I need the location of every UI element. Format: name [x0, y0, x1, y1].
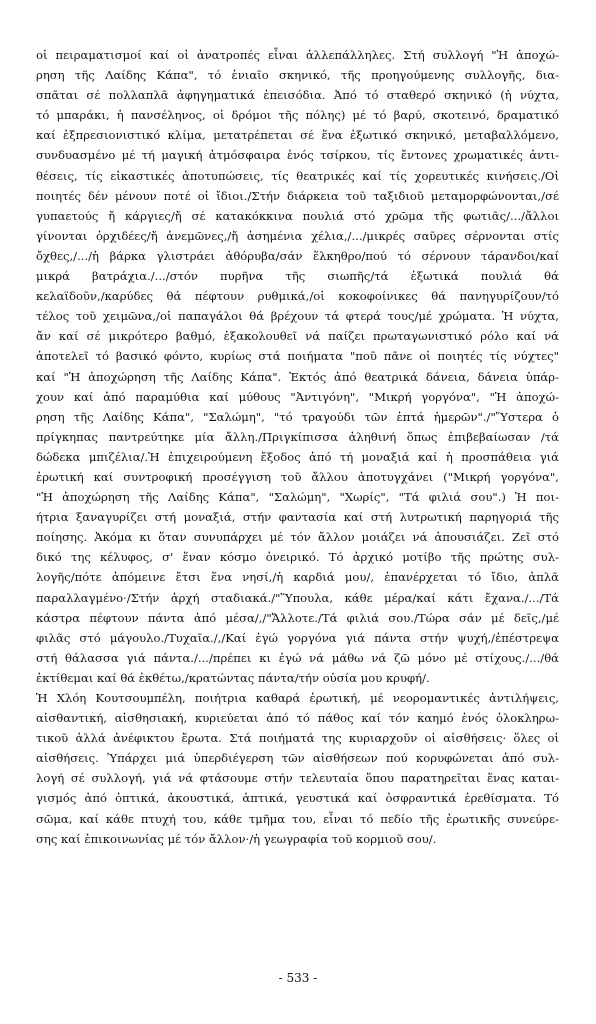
text-line: γισμός ἀπό ὀπτικά, ἀκουστικά, ἁπτικά, γευστικά καί ὀσφραντικά ἐρεθίσματα. Τό: [36, 791, 559, 806]
text-line: γυπαετούς ἤ κάργιες/ἤ σέ κατακόκκινα πουλιά στό χρῶμα τῆς φωτιᾶς/.../ἄλλοι: [36, 208, 559, 223]
text-line: σης καί ἐπικοινωνίας μέ τόν ἄλλον·/ἡ γεωγραφία τοῦ κορμιοῦ σου/.: [36, 831, 437, 846]
text-line: ρηση τῆς Λαίδης Κάπα", "Σαλώμη", "τό τραγούδι τῶν ἑπτά ἡμερῶν"./"Ὕστερα ὁ: [36, 409, 559, 424]
text-line: χουν καί ἀπό παραμύθια καί μύθους "Ἀντιγόνη", "Μικρή γοργόνα", "Ἡ ἀποχώ-: [36, 389, 559, 404]
text-line: γίνονται ὀρχιδέες/ἤ ἀνεμῶνες,/ἤ ἀσημένια χέλια,/.../μικρές σαῦρες σέρνονται στίς: [36, 228, 559, 243]
text-line: δώδεκα μπιζέλια/.Ἡ ἐπιχειρούμενη ἔξοδος ἀπό τή μοναξιά καί ἡ προσπάθεια γιά: [36, 449, 559, 464]
text-line: ρηση τῆς Λαίδης Κάπα", τό ἑνιαῖο σκηνικό, τῆς προηγούμενης συλλογῆς, δια-: [36, 68, 559, 83]
text-line: στή θάλασσα γιά πάντα./.../πρέπει κι ἐγώ νά μάθω νά ζῶ μόνο μέ στίχους./.../θά: [36, 650, 559, 665]
text-line: τό μπαράκι, ἡ πανσέληνος, οἱ δρόμοι τῆς πόλης) μέ τό βαρύ, σκοτεινό, δραματικό: [36, 108, 559, 123]
text-line: λογῆς/πότε ἀπόμεινε ἔτσι ἕνα νησί,/ἡ καρδιά μου/, ἐπανέρχεται τό ἴδιο, ἀπλᾶ: [36, 570, 559, 585]
text-line: ἐκτίθεμαι καί θά ἐκθέτω,/κρατώντας πάντα/τήν οὐσία μου κρυφή/.: [36, 670, 430, 685]
text-line: τέλος τοῦ χειμῶνα,/οἱ παπαγάλοι θά βρέχουν τά φτερά τους/μέ χρώματα. Ἡ νύχτα,: [36, 309, 559, 324]
text-line: ὄχθες,/.../ἡ βάρκα γλιστράει ἀθόρυβα/σάν ἕλκηθρο/πού τό σέρνουν τάρανδοι/καί: [36, 248, 559, 263]
text-line: συνδυασμένο μέ τή μαγική ἀτμόσφαιρα ἑνός τσίρκου, τίς ἔντονες χρωματικές ἀντι-: [36, 148, 559, 163]
text-line: ποιητές δέν μένουν ποτέ οἱ ἴδιοι./Στήν διάρκεια τοῦ ταξιδιοῦ μεταμορφώνονται,/σέ: [36, 188, 559, 203]
page-number: - 533 -: [278, 971, 318, 985]
text-line: καί ἐξπρεσιονιστικό κλίμα, μετατρέπεται σέ ἕνα ἐξωτικό σκηνικό, μεταβαλλόμενο,: [36, 128, 559, 143]
text-line: Ἡ Χλόη Κουτσουμπέλη, ποιήτρια καθαρά ἐρωτική, μέ νεορομαντικές ἀντιλήψεις,: [36, 691, 559, 705]
text-line: σπᾶται σέ πολλαπλᾶ ἀφηγηματικά ἐπεισόδια. Ἀπό τό σταθερό σκηνικό (ἡ νύχτα,: [36, 88, 559, 103]
text-line: κελαϊδοῦν,/καρύδες θά πέφτουν ρυθμικά,/οἱ κοκοφοίνικες θά πανηγυρίζουν/τό: [36, 289, 559, 304]
text-line: ποίησης. Ἀκόμα κι ὅταν συνυπάρχει μέ τόν ἄλλον μοιάζει νά ἀπουσιάζει. Ζεῖ στό: [36, 530, 559, 545]
text-line: ἄν καί σέ μικρότερο βαθμό, ἐξακολουθεῖ νά παίζει πρωταγωνιστικό ρόλο καί νά: [36, 329, 559, 344]
text-line: κάστρα πέφτουν πάντα ἀπό μέσα/,/"Ἄλλοτε./Τά φιλιά σου./Τώρα σάν μέ δεῖς,/μέ: [36, 610, 559, 625]
text-line: παραλλαγμένο·/Στήν ἀρχή σταδιακά./"Ὕπουλα, κάθε μέρα/καί κάτι ἔχανα./.../Τά: [36, 590, 559, 605]
text-line: ἀποτελεῖ τό βασικό φόντο, κυρίως στά ποιήματα "ποῦ πᾶνε οἱ ποιητές τίς νύχτες": [36, 349, 559, 364]
text-line: θέσεις, τίς εἰκαστικές ἀποτυπώσεις, τίς θεατρικές καί τίς χορευτικές κινήσεις./Οἱ: [36, 168, 559, 183]
text-line: αἰσθαντική, αἰσθησιακή, κυριεύεται ἀπό τό πάθος καί τόν καημό ἑνός ὁλοκληρω-: [36, 711, 559, 726]
text-line: μικρά βατράχια./.../στόν πυρῆνα τῆς σιωπῆς/τά ἐξωτικά πουλιά θά: [36, 269, 559, 284]
text-line: πρίγκηπας παντρεύτηκε μία ἄλλη./Πριγκίπισσα ἀληθινή ὅπως ἐπιβεβαίωσαν /τά: [36, 429, 559, 444]
text-line: δικό της κέλυφος, σ' ἕναν κόσμο ὀνειρικό. Τό ἀρχικό μοτίβο τῆς πρώτης συλ-: [36, 550, 559, 565]
text-line: ήτρια ξαναγυρίζει στή μοναξιά, στήν φαντασία καί στή λυτρωτική παρηγοριά τῆς: [36, 510, 559, 525]
text-line: ἐρωτική καί συντροφική προσέγγιση τοῦ ἄλλου ἀποτυγχάνει ("Μικρή γοργόνα",: [36, 469, 559, 484]
text-line: "Ἡ ἀποχώρηση τῆς Λαίδης Κάπα", "Σαλώμη", "Χωρίς", "Τά φιλιά σου".) Ἡ ποι-: [36, 490, 559, 505]
text-line: λογή σέ συλλογή, γιά νά φτάσουμε στήν τελευταία ὅπου παρατηρεῖται ἕνας καται-: [36, 771, 559, 786]
text-line: τικοῦ ἀλλά ἀνέφικτου ἔρωτα. Στά ποιήματά της κυριαρχοῦν οἱ αἰσθήσεις· ὅλες οἱ: [36, 731, 559, 746]
text-line: φιλᾶς στό μάγουλο./Τυχαῖα./,/Καί ἐγώ γοργόνα γιά πάντα στήν ψυχή,/ἐπέστρεψα: [36, 630, 559, 645]
text-line: οἱ πειραματισμοί καί οἱ ἀνατροπές εἶναι ἀλλεπάλληλες. Στή συλλογή "Ἡ ἀποχώ-: [36, 48, 559, 62]
body-text: [36, 45, 559, 849]
text-line: καί "Ἡ ἀποχώρηση τῆς Λαίδης Κάπα". Ἐκτός ἀπό θεατρικά δάνεια, δάνεια ὑπάρ-: [36, 369, 559, 384]
text-line: σῶμα, καί κάθε πτυχή του, κάθε τμῆμα του, εἶναι τό πεδίο τῆς ἐρωτικῆς συνεύρε-: [36, 811, 559, 826]
text-line: αἰσθήσεις. Ὑπάρχει μιά ὑπερδιέγερση τῶν αἰσθήσεων πού κορυφώνεται ἀπό συλ-: [36, 751, 559, 766]
